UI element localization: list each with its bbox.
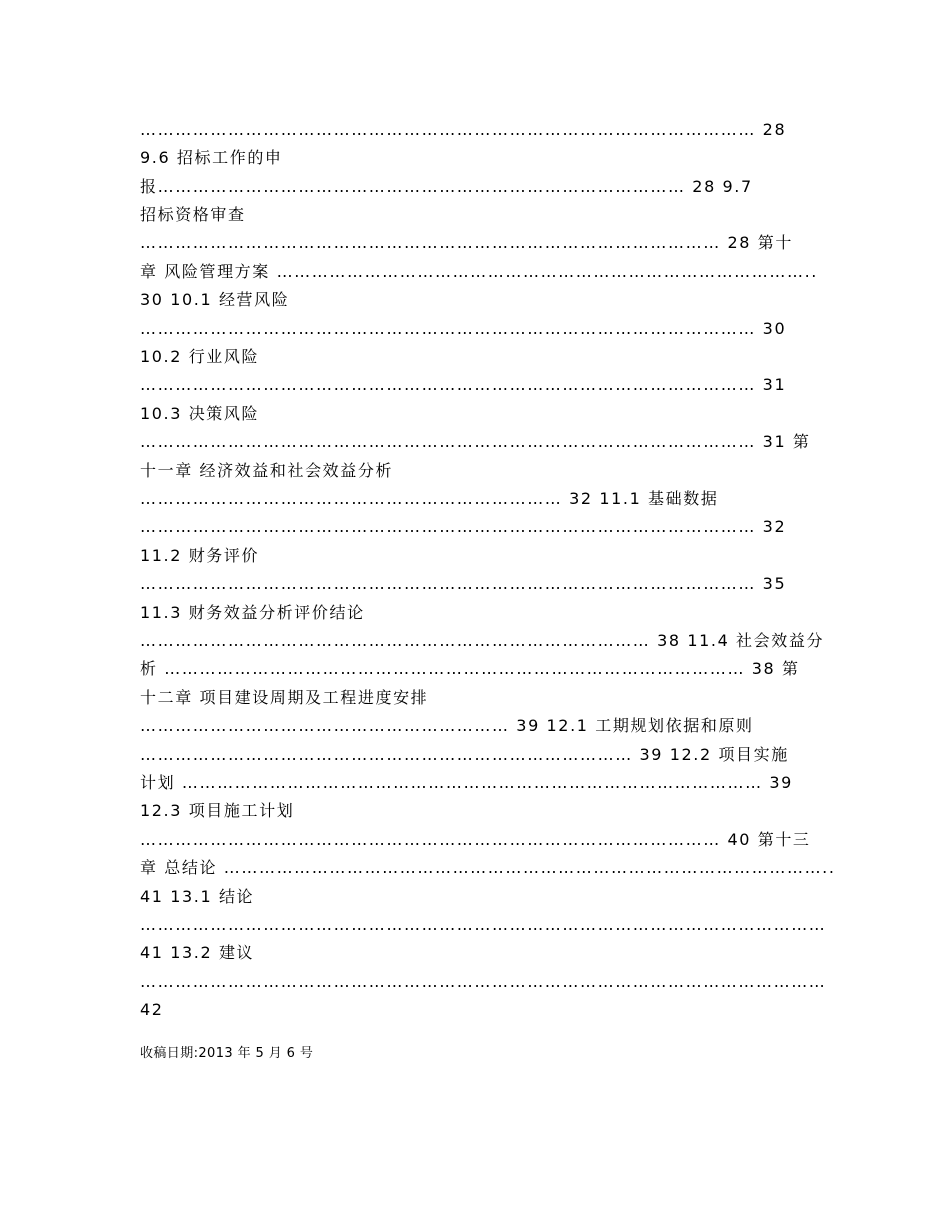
toc-line: 11.3 财务效益分析评价结论 (140, 603, 365, 622)
toc-line: ……………………………………………………………………………………… 40 第十三 (140, 830, 811, 849)
toc-line: …………………………………………………………………………………………… 30 (140, 319, 787, 338)
toc-line: 章 总结论 ………………………………………………………………………………………….. (140, 858, 836, 877)
toc-line: 41 13.1 结论 (140, 887, 255, 906)
toc-line: …………………………………………………………………………………………… 31 (140, 375, 787, 394)
toc-line: 章 风险管理方案 ……………………………………………………………………………….. (140, 262, 818, 281)
toc-line: 42 (140, 1000, 164, 1019)
toc-line: 十二章 项目建设周期及工程进度安排 (140, 688, 429, 707)
toc-line: 10.2 行业风险 (140, 347, 260, 366)
toc-line: 计划 ……………………………………………………………………………………… 39 (140, 773, 793, 792)
toc-line: 析 ……………………………………………………………………………………… 38 第 (140, 659, 800, 678)
toc-line: 10.3 决策风险 (140, 404, 260, 423)
toc-line: 12.3 项目施工计划 (140, 801, 295, 820)
toc-line: 报……………………………………………………………………………… 28 9.7 (140, 177, 753, 196)
toc-line: …………………………………………………………………………………………… 28 (140, 120, 787, 139)
toc-line: ……………………………………………………………………………………… 28 第十 (140, 233, 793, 252)
toc-line: …………………………………………………………………………………………… 35 (140, 574, 787, 593)
toc-line: …………………………………………………………………………… 38 11.4 社会效益分 (140, 631, 825, 650)
toc-line: 41 13.2 建议 (140, 943, 255, 962)
toc-line: 30 10.1 经营风险 (140, 290, 290, 309)
toc-line: …………………………………………………………………………………………… 31 第 (140, 432, 811, 451)
toc-line: 11.2 财务评价 (140, 546, 260, 565)
toc-line: …………………………………………………………………………………………… 32 (140, 517, 787, 536)
toc-line: 十一章 经济效益和社会效益分析 (140, 461, 394, 480)
toc-line: ……………………………………………………… 39 12.1 工期规划依据和原则 (140, 716, 754, 735)
toc-line: ……………………………………………………………………………………………………… (140, 915, 827, 934)
toc-line: 9.6 招标工作的申 (140, 148, 283, 167)
toc-line: ……………………………………………………………………………………………………… (140, 972, 827, 991)
toc-line: 招标资格审查 (140, 205, 246, 224)
received-date: 收稿日期:2013 年 5 月 6 号 (140, 1046, 314, 1061)
toc-line: ……………………………………………………………… 32 11.1 基础数据 (140, 489, 719, 508)
toc-line: ………………………………………………………………………… 39 12.2 项目实施 (140, 745, 789, 764)
